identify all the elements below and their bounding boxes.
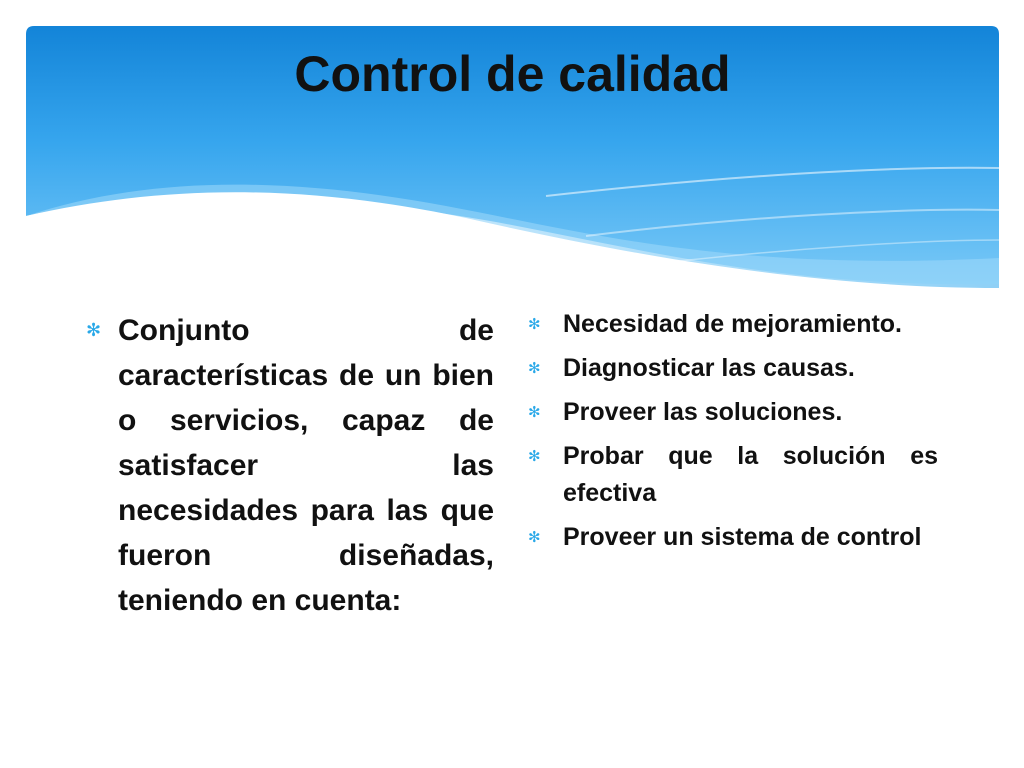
asterisk-bullet-icon: ✻ [528, 359, 541, 377]
asterisk-bullet-icon: ✻ [528, 315, 541, 333]
bullet-text: Proveer un sistema de control [563, 523, 922, 551]
asterisk-bullet-icon: ✻ [86, 320, 102, 341]
bullet-item [528, 306, 938, 343]
left-column [86, 308, 494, 623]
bullet-item [528, 519, 938, 556]
asterisk-bullet-icon: ✻ [528, 403, 541, 421]
bullet-text: Necesidad de mejoramiento. [563, 310, 903, 338]
bullet-text: Probar que la solución es efectiva [563, 442, 938, 507]
bullet-text: Conjunto de características de un bien o servicios, capaz de satisfacer las necesidades para las que fueron diseñadas, teniendo en cuenta: [118, 314, 494, 617]
bullet-item [528, 350, 938, 387]
bullet-item [528, 438, 938, 512]
bullet-item [86, 308, 494, 623]
bullet-text: Proveer las soluciones. [563, 398, 843, 426]
asterisk-bullet-icon: ✻ [528, 528, 541, 546]
asterisk-bullet-icon: ✻ [528, 447, 541, 465]
slide-title: Control de calidad [294, 46, 731, 102]
bullet-item [528, 394, 938, 431]
bullet-text: Diagnosticar las causas. [563, 354, 855, 382]
right-column [528, 306, 938, 563]
